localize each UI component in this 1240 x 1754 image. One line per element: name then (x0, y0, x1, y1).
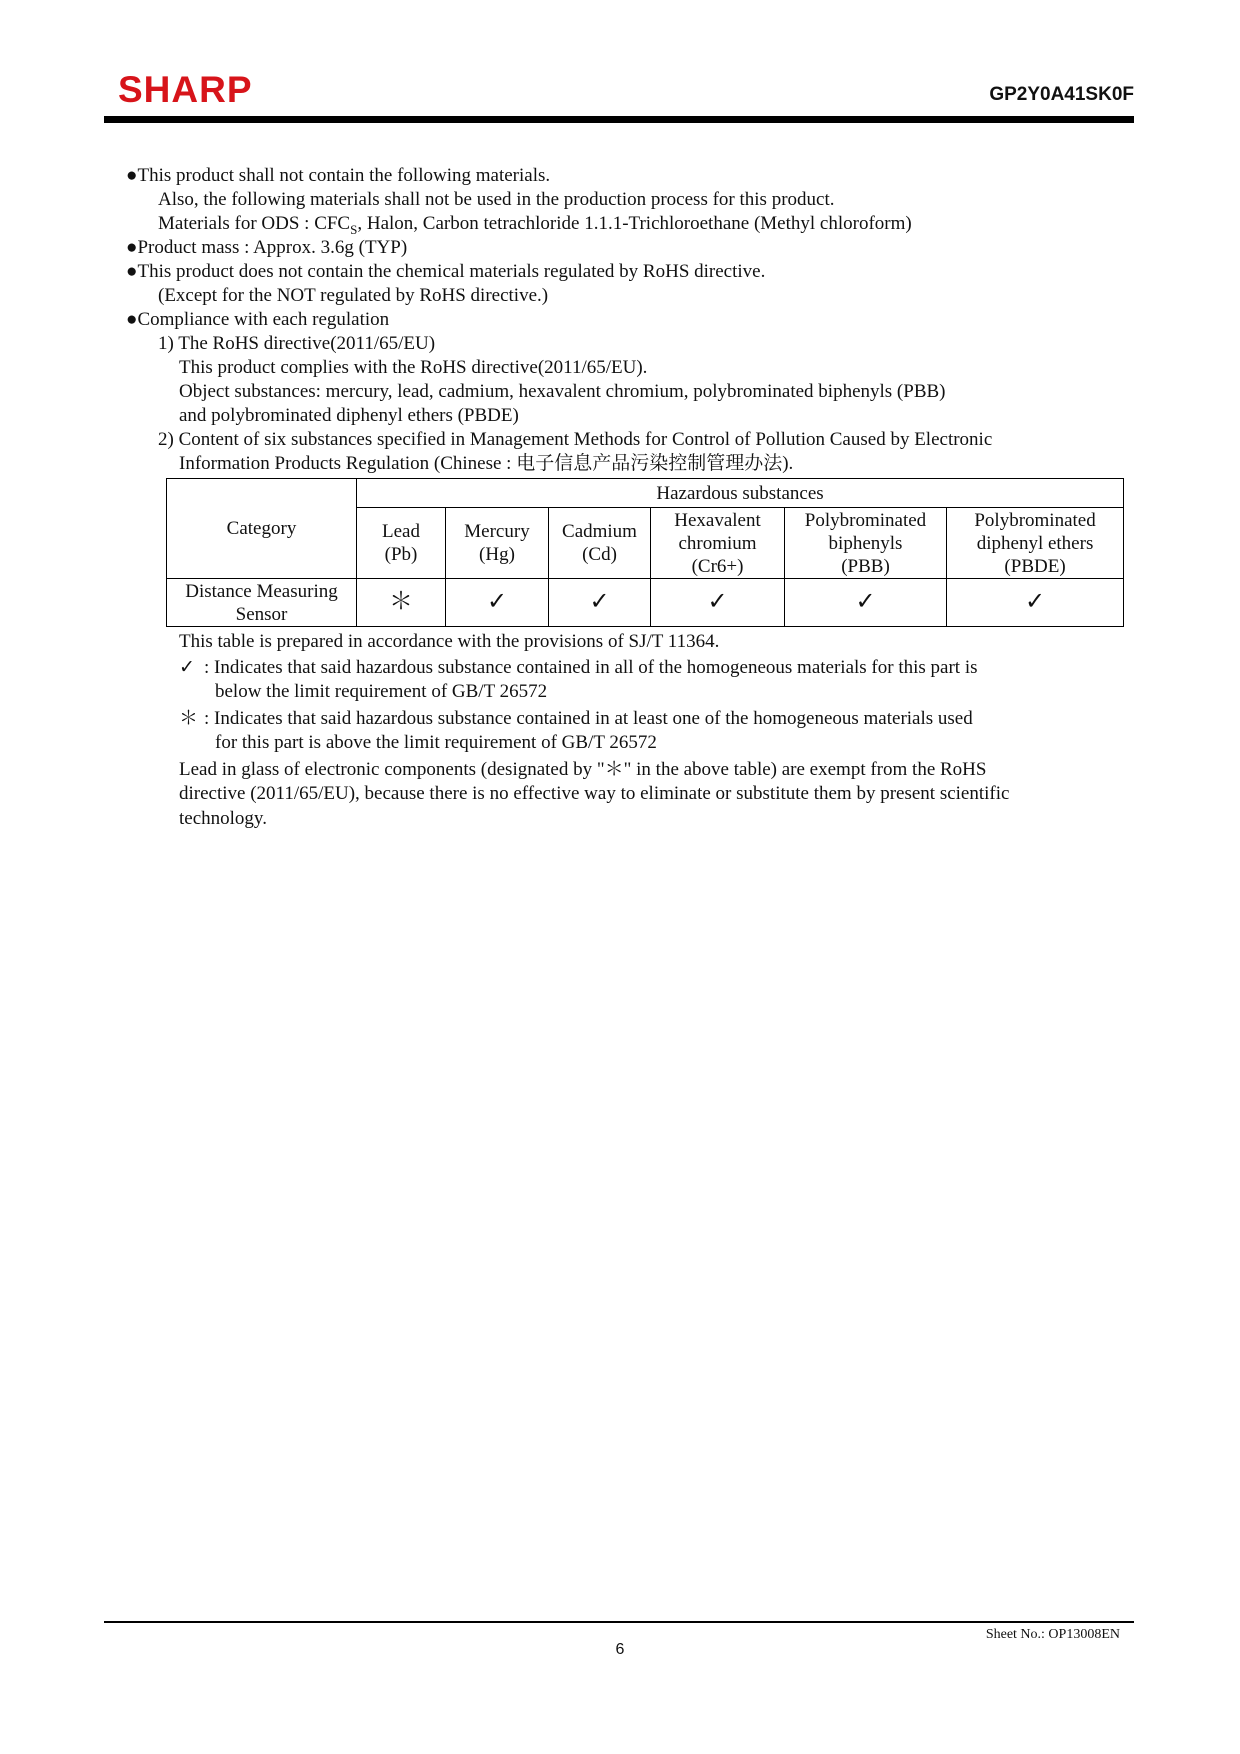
note-asterisk-text: : Indicates that said hazardous substance contained in at least one of the homogeneous materials used (204, 708, 973, 729)
mark-hexavalent-chromium: ✓ (651, 579, 785, 627)
note-lead-glass-end: technology. (179, 808, 267, 829)
mark-lead: ＊ (357, 579, 446, 627)
note-check-text: : Indicates that said hazardous substance contained in all of the homogeneous materials for this part is (204, 657, 978, 678)
hazardous-substances-header: Hazardous substances (357, 479, 1124, 508)
item-rohs-directive: 1) The RoHS directive(2011/65/EU) (158, 333, 436, 354)
substance-lead: Lead (Pb) (357, 508, 446, 579)
note-asterisk-symbol: ＊ (179, 708, 199, 729)
note-check-text-cont: below the limit requirement of GB/T 26572 (215, 681, 548, 702)
item-china-rohs: 2) Content of six substances specified in Management Methods for Control of Pollution Caused by Electronic (158, 429, 993, 450)
text-china-rohs-cont: Information Products Regulation (Chinese : 电子信息产品污染控制管理办法). (179, 453, 794, 474)
sheet-number: Sheet No.: OP13008EN (985, 1627, 1120, 1642)
text-object-substances-cont: and polybrominated diphenyl ethers (PBDE) (179, 405, 519, 426)
table-row (167, 579, 1124, 627)
model-number: GP2Y0A41SK0F (989, 84, 1134, 105)
mark-mercury: ✓ (446, 579, 549, 627)
row-label: Distance Measuring Sensor (167, 579, 357, 627)
bullet-rohs: ●This product does not contain the chemical materials regulated by RoHS directive. (126, 261, 766, 282)
text-rohs-exception: (Except for the NOT regulated by RoHS directive.) (158, 285, 549, 306)
substance-hexavalent-chromium: Hexavalent chromium (Cr6+) (651, 508, 785, 579)
category-header: Category (167, 479, 357, 579)
note-lead-glass-cont: directive (2011/65/EU), because there is no effective way to eliminate or substitute them by present scientific (179, 783, 1010, 804)
text-object-substances: Object substances: mercury, lead, cadmium, hexavalent chromium, polybrominated biphenyls (PBB) (179, 381, 946, 402)
bullet-compliance: ●Compliance with each regulation (126, 309, 390, 330)
text-ods-materials: Materials for ODS : $CFC_S$, Halon, Carbon tetrachloride 1.1.1-Trichloroethane (Methyl chloroform) (158, 213, 912, 237)
substance-pbde: Polybrominated diphenyl ethers (PBDE) (947, 508, 1124, 579)
substance-cadmium: Cadmium (Cd) (549, 508, 651, 579)
note-lead-glass: Lead in glass of electronic components (designated by "＊" in the above table) are exempt from the RoHS (179, 759, 987, 780)
hazardous-substances-table (166, 478, 1124, 627)
bullet-product-mass: ●Product mass : Approx. 3.6g (TYP) (126, 237, 408, 258)
substance-mercury: Mercury (Hg) (446, 508, 549, 579)
sharp-logo: SHARP (118, 69, 253, 110)
text-rohs-complies: This product complies with the RoHS directive(2011/65/EU). (179, 357, 648, 378)
footer-rule (104, 1621, 1134, 1623)
note-check-symbol: ✓ (179, 657, 195, 678)
substance-pbb: Polybrominated biphenyls (PBB) (785, 508, 947, 579)
note-sj-t: This table is prepared in accordance with the provisions of SJ/T 11364. (179, 631, 720, 652)
text-production-process: Also, the following materials shall not be used in the production process for this product. (158, 189, 835, 210)
page-number: 6 (615, 1641, 625, 1658)
mark-cadmium: ✓ (549, 579, 651, 627)
mark-pbde: ✓ (947, 579, 1124, 627)
bullet-materials: ●This product shall not contain the following materials. (126, 165, 551, 186)
mark-pbb: ✓ (785, 579, 947, 627)
header-rule (104, 116, 1134, 123)
note-asterisk-text-cont: for this part is above the limit requirement of GB/T 26572 (215, 732, 657, 753)
